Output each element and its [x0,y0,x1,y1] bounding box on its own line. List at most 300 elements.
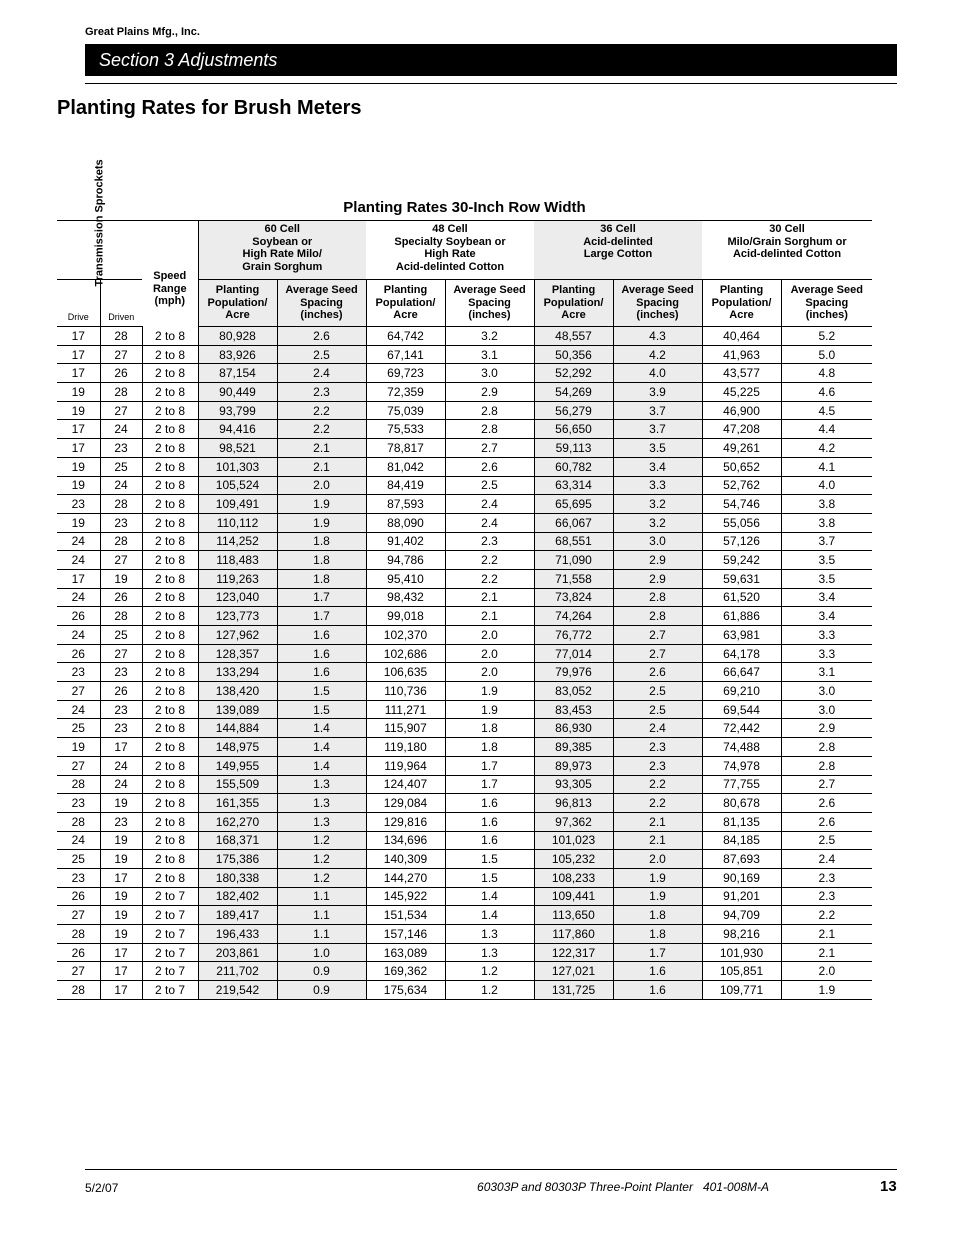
population-48-cell-cell: 129,816 [366,812,445,831]
header-line: Average Seed [621,284,694,297]
population-60-cell-cell: 180,338 [198,868,277,887]
drive-cell: 17 [57,420,100,439]
speed-range-cell: 2 to 8 [142,626,198,645]
spacing-60-cell-cell: 1.1 [277,887,366,906]
spacing-48-cell-cell: 2.3 [445,532,534,551]
spacing-48-cell-cell: 2.0 [445,663,534,682]
header-line: Acre [729,309,754,322]
spacing-36-cell-cell: 3.4 [613,457,702,476]
spacing-60-cell-cell: 1.5 [277,682,366,701]
driven-cell: 25 [100,457,142,476]
speed-range-cell: 2 to 8 [142,831,198,850]
table-row [57,981,872,1000]
population-36-cell-cell: 71,090 [534,551,613,570]
table-row [57,663,872,682]
spacing-48-cell-cell: 2.2 [445,569,534,588]
spacing-30-cell-cell: 4.1 [781,457,872,476]
footer-date: 5/2/07 [85,1181,119,1195]
drive-cell: 27 [57,756,100,775]
spacing-36-cell-cell: 2.7 [613,626,702,645]
population-36-cell-cell: 79,976 [534,663,613,682]
spacing-60-cell-cell: 1.9 [277,495,366,514]
speed-range-cell: 2 to 8 [142,420,198,439]
table-row [57,794,872,813]
population-36-cell-cell: 86,930 [534,719,613,738]
spacing-30-cell-cell: 2.1 [781,943,872,962]
page-title: Planting Rates for Brush Meters [57,97,362,119]
driven-header: Driven [100,280,142,327]
population-60-cell-cell: 148,975 [198,738,277,757]
drive-cell: 23 [57,868,100,887]
spacing-36-cell-cell: 3.3 [613,476,702,495]
spacing-30-cell-cell: 3.7 [781,532,872,551]
table-row [57,962,872,981]
drive-cell: 17 [57,364,100,383]
spacing-48-cell-cell: 1.7 [445,775,534,794]
population-36-cell-cell: 131,725 [534,981,613,1000]
population-36-cell-cell: 89,973 [534,756,613,775]
speed-range-cell: 2 to 7 [142,981,198,1000]
speed-range-cell: 2 to 8 [142,775,198,794]
population-60-cell-cell: 211,702 [198,962,277,981]
spacing-48-cell-cell: 1.6 [445,794,534,813]
drive-cell: 28 [57,925,100,944]
driven-cell: 23 [100,513,142,532]
group-header-row [57,221,872,280]
driven-cell: 27 [100,345,142,364]
spacing-48-cell-cell: 1.3 [445,925,534,944]
population-30-cell-cell: 54,746 [702,495,781,514]
spacing-48-cell-cell: 3.2 [445,327,534,346]
header-line: Planting [383,284,428,297]
population-30-cell-cell: 84,185 [702,831,781,850]
spacing-60-cell-cell: 2.5 [277,345,366,364]
spacing-36-cell-cell: 1.7 [613,943,702,962]
spacing-30-cell-cell: 4.4 [781,420,872,439]
header-line: Acre [225,309,250,322]
table-row [57,532,872,551]
spacing-60-cell-cell: 1.3 [277,794,366,813]
population-30-cell-cell: 66,647 [702,663,781,682]
spacing-60-cell-cell: 2.0 [277,476,366,495]
spacing-30-cell-cell: 2.3 [781,868,872,887]
population-60-cell-cell: 128,357 [198,644,277,663]
population-60-cell-cell: 109,491 [198,495,277,514]
group-line: Specialty Soybean or [394,235,506,248]
spacing-36-cell-cell: 3.0 [613,532,702,551]
table-row [57,943,872,962]
spacing-48-cell-cell: 2.1 [445,607,534,626]
table-row [57,607,872,626]
table-row [57,345,872,364]
table-row [57,700,872,719]
table-row [57,831,872,850]
header-line: Acre [393,309,418,322]
drive-cell: 24 [57,831,100,850]
table-row [57,401,872,420]
population-36-cell-cell: 60,782 [534,457,613,476]
population-48-cell-cell: 87,593 [366,495,445,514]
spacing-30-cell-cell: 3.0 [781,700,872,719]
speed-range-cell: 2 to 8 [142,476,198,495]
table-row [57,383,872,402]
spacing-30-cell-cell: 2.5 [781,831,872,850]
driven-cell: 23 [100,812,142,831]
spacing-60-cell-cell: 1.6 [277,644,366,663]
section-title: Section 3 Adjustments [99,50,278,70]
section-header-bar [85,44,897,76]
table-row [57,906,872,925]
spacing-60-cell-cell: 1.4 [277,756,366,775]
population-48-cell-cell: 75,533 [366,420,445,439]
spacing-60-cell-cell: 2.1 [277,457,366,476]
population-48-cell-cell: 124,407 [366,775,445,794]
drive-cell: 23 [57,794,100,813]
spacing-36-cell-cell: 2.6 [613,663,702,682]
driven-cell: 19 [100,831,142,850]
spacing-30-cell-cell: 3.0 [781,682,872,701]
population-36-cell-cell: 56,279 [534,401,613,420]
population-36-cell-cell: 83,052 [534,682,613,701]
spacing-36-cell-cell: 2.5 [613,700,702,719]
population-48-cell-cell: 129,084 [366,794,445,813]
population-60-cell-cell: 80,928 [198,327,277,346]
spacing-60-cell-cell: 1.3 [277,812,366,831]
header-line: Spacing [300,296,343,309]
drive-cell: 24 [57,588,100,607]
spacing-36-cell-cell: 2.1 [613,812,702,831]
spacing-36-cell-cell: 1.8 [613,906,702,925]
drive-cell: 23 [57,663,100,682]
spacing-30-cell-cell: 2.1 [781,925,872,944]
speed-range-cell: 2 to 8 [142,532,198,551]
population-48-cell-cell: 72,359 [366,383,445,402]
spacing-36-cell-cell: 2.2 [613,794,702,813]
population-48-cell-cell: 169,362 [366,962,445,981]
header-line: Planting [719,284,764,297]
population-48-cell-cell: 84,419 [366,476,445,495]
drive-cell: 19 [57,513,100,532]
population-48-cell-cell: 163,089 [366,943,445,962]
group-line: Acid-delinted Cotton [395,260,505,273]
population-36-cell-cell: 63,314 [534,476,613,495]
population-36-cell-cell: 77,014 [534,644,613,663]
population-48-cell-cell: 94,786 [366,551,445,570]
spacing-36-cell-cell: 4.3 [613,327,702,346]
spacing-36-cell-cell: 4.2 [613,345,702,364]
speed-range-cell: 2 to 7 [142,943,198,962]
population-30-cell-cell: 61,520 [702,588,781,607]
group-line: High Rate Milo/ [242,248,322,260]
population-60-cell-cell: 119,263 [198,569,277,588]
population-header [198,280,277,327]
population-30-cell-cell: 69,210 [702,682,781,701]
population-60-cell-cell: 161,355 [198,794,277,813]
spacing-30-cell-cell: 3.3 [781,626,872,645]
population-30-cell-cell: 105,851 [702,962,781,981]
population-36-cell-cell: 76,772 [534,626,613,645]
table-row [57,457,872,476]
population-60-cell-cell: 90,449 [198,383,277,402]
spacing-36-cell-cell: 2.9 [613,569,702,588]
spacing-48-cell-cell: 1.5 [445,850,534,869]
spacing-30-cell-cell: 4.8 [781,364,872,383]
table-row [57,420,872,439]
spacing-60-cell-cell: 1.6 [277,626,366,645]
population-36-cell-cell: 89,385 [534,738,613,757]
population-48-cell-cell: 115,907 [366,719,445,738]
table-row [57,439,872,458]
spacing-48-cell-cell: 2.0 [445,626,534,645]
spacing-36-cell-cell: 2.8 [613,588,702,607]
spacing-48-cell-cell: 2.0 [445,644,534,663]
population-36-cell-cell: 83,453 [534,700,613,719]
drive-cell: 27 [57,906,100,925]
population-36-cell-cell: 56,650 [534,420,613,439]
population-48-cell-cell: 102,370 [366,626,445,645]
spacing-60-cell-cell: 1.8 [277,532,366,551]
speed-range-cell: 2 to 8 [142,607,198,626]
population-60-cell-cell: 168,371 [198,831,277,850]
driven-cell: 17 [100,738,142,757]
spacing-36-cell-cell: 3.7 [613,401,702,420]
spacing-header [277,280,366,327]
spacing-30-cell-cell: 4.5 [781,401,872,420]
spacing-header [781,280,872,327]
spacing-48-cell-cell: 2.6 [445,457,534,476]
population-48-cell-cell: 119,180 [366,738,445,757]
speed-range-cell: 2 to 8 [142,868,198,887]
speed-range-cell: 2 to 7 [142,906,198,925]
speed-range-cell: 2 to 8 [142,812,198,831]
footer-document-title: 60303P and 80303P Three-Point Planter 401-008M-A [477,1180,769,1194]
spacing-36-cell-cell: 3.7 [613,420,702,439]
speed-range-header [142,221,198,327]
population-60-cell-cell: 189,417 [198,906,277,925]
driven-cell: 23 [100,663,142,682]
population-60-cell-cell: 110,112 [198,513,277,532]
population-36-cell-cell: 108,233 [534,868,613,887]
population-36-cell-cell: 71,558 [534,569,613,588]
drive-cell: 19 [57,738,100,757]
population-60-cell-cell: 144,884 [198,719,277,738]
spacing-48-cell-cell: 2.8 [445,401,534,420]
drive-cell: 28 [57,775,100,794]
table-row [57,364,872,383]
population-30-cell-cell: 80,678 [702,794,781,813]
spacing-36-cell-cell: 1.9 [613,887,702,906]
driven-cell: 25 [100,626,142,645]
population-48-cell-cell: 91,402 [366,532,445,551]
table-row [57,868,872,887]
population-30-cell-cell: 63,981 [702,626,781,645]
group-line: Acid-delinted Cotton [732,248,842,260]
driven-cell: 26 [100,364,142,383]
header-line: (inches) [468,309,511,322]
driven-cell: 19 [100,850,142,869]
drive-cell: 27 [57,682,100,701]
spacing-60-cell-cell: 2.3 [277,383,366,402]
spacing-60-cell-cell: 1.8 [277,551,366,570]
table-body [57,327,872,1000]
population-60-cell-cell: 155,509 [198,775,277,794]
table-row [57,812,872,831]
speed-range-cell: 2 to 7 [142,962,198,981]
group-line: Grain Sorghum [242,260,323,273]
drive-cell: 19 [57,401,100,420]
drive-cell: 25 [57,719,100,738]
population-30-cell-cell: 77,755 [702,775,781,794]
spacing-60-cell-cell: 1.4 [277,738,366,757]
spacing-30-cell-cell: 5.2 [781,327,872,346]
population-30-cell-cell: 109,771 [702,981,781,1000]
spacing-48-cell-cell: 1.4 [445,906,534,925]
group-header-30-cell [702,221,872,280]
spacing-48-cell-cell: 1.5 [445,868,534,887]
header-line: Population/ [375,296,436,309]
population-48-cell-cell: 98,432 [366,588,445,607]
population-30-cell-cell: 52,762 [702,476,781,495]
speed-range-cell: 2 to 8 [142,663,198,682]
population-60-cell-cell: 203,861 [198,943,277,962]
header-line: Average Seed [790,284,863,297]
spacing-36-cell-cell: 2.4 [613,719,702,738]
group-header-48-cell [366,221,534,280]
spacing-48-cell-cell: 2.4 [445,495,534,514]
spacing-48-cell-cell: 2.1 [445,588,534,607]
driven-cell: 28 [100,532,142,551]
population-60-cell-cell: 133,294 [198,663,277,682]
population-36-cell-cell: 109,441 [534,887,613,906]
population-48-cell-cell: 151,534 [366,906,445,925]
speed-range-cell: 2 to 8 [142,738,198,757]
driven-cell: 26 [100,682,142,701]
spacing-30-cell-cell: 2.6 [781,794,872,813]
spacing-60-cell-cell: 1.1 [277,906,366,925]
header-line: Planting [215,284,260,297]
spacing-36-cell-cell: 4.0 [613,364,702,383]
speed-range-cell: 2 to 8 [142,569,198,588]
speed-range-cell: 2 to 8 [142,364,198,383]
spacing-30-cell-cell: 3.8 [781,513,872,532]
population-36-cell-cell: 101,023 [534,831,613,850]
spacing-30-cell-cell: 3.5 [781,551,872,570]
driven-cell: 23 [100,439,142,458]
drive-cell: 25 [57,850,100,869]
group-line: Soybean or [252,235,313,248]
group-header-60-cell [198,221,366,280]
population-48-cell-cell: 75,039 [366,401,445,420]
header-line: Spacing [636,296,679,309]
spacing-36-cell-cell: 2.8 [613,607,702,626]
drive-cell: 17 [57,327,100,346]
population-60-cell-cell: 105,524 [198,476,277,495]
driven-cell: 24 [100,476,142,495]
spacing-30-cell-cell: 2.4 [781,850,872,869]
spacing-30-cell-cell: 2.8 [781,756,872,775]
spacing-36-cell-cell: 3.2 [613,495,702,514]
speed-range-cell: 2 to 8 [142,439,198,458]
header-line: Population/ [207,296,268,309]
group-line: 60 Cell [264,223,300,235]
spacing-30-cell-cell: 3.3 [781,644,872,663]
spacing-30-cell-cell: 2.9 [781,719,872,738]
header-line: (inches) [805,309,848,322]
spacing-60-cell-cell: 1.4 [277,719,366,738]
driven-cell: 23 [100,719,142,738]
spacing-48-cell-cell: 2.5 [445,476,534,495]
population-header [534,280,613,327]
population-60-cell-cell: 83,926 [198,345,277,364]
header-line: Spacing [468,296,511,309]
population-30-cell-cell: 81,135 [702,812,781,831]
table-row [57,738,872,757]
population-60-cell-cell: 175,386 [198,850,277,869]
table-row [57,551,872,570]
population-60-cell-cell: 219,542 [198,981,277,1000]
table-row [57,327,872,346]
group-line: Large Cotton [583,248,653,260]
population-36-cell-cell: 66,067 [534,513,613,532]
population-30-cell-cell: 61,886 [702,607,781,626]
speed-range-cell: 2 to 8 [142,495,198,514]
drive-cell: 26 [57,887,100,906]
driven-cell: 28 [100,607,142,626]
population-36-cell-cell: 73,824 [534,588,613,607]
population-30-cell-cell: 57,126 [702,532,781,551]
header-line: (inches) [300,309,343,322]
population-48-cell-cell: 88,090 [366,513,445,532]
population-60-cell-cell: 139,089 [198,700,277,719]
spacing-60-cell-cell: 2.2 [277,420,366,439]
speed-range-cell: 2 to 8 [142,513,198,532]
header-line: Planting [551,284,596,297]
population-36-cell-cell: 122,317 [534,943,613,962]
population-36-cell-cell: 74,264 [534,607,613,626]
spacing-36-cell-cell: 3.2 [613,513,702,532]
spacing-48-cell-cell: 2.7 [445,439,534,458]
spacing-30-cell-cell: 2.0 [781,962,872,981]
population-48-cell-cell: 99,018 [366,607,445,626]
population-36-cell-cell: 65,695 [534,495,613,514]
drive-cell: 24 [57,700,100,719]
table-row [57,626,872,645]
drive-cell: 26 [57,644,100,663]
drive-cell: 19 [57,383,100,402]
spacing-48-cell-cell: 1.9 [445,682,534,701]
table-row [57,756,872,775]
population-36-cell-cell: 127,021 [534,962,613,981]
speed-range-cell: 2 to 8 [142,644,198,663]
population-header [366,280,445,327]
table-row [57,887,872,906]
spacing-36-cell-cell: 2.1 [613,831,702,850]
spacing-30-cell-cell: 1.9 [781,981,872,1000]
drive-cell: 23 [57,495,100,514]
population-60-cell-cell: 114,252 [198,532,277,551]
population-36-cell-cell: 97,362 [534,812,613,831]
spacing-30-cell-cell: 3.5 [781,569,872,588]
table-row [57,925,872,944]
table-row [57,775,872,794]
population-60-cell-cell: 127,962 [198,626,277,645]
speed-range-cell: 2 to 8 [142,700,198,719]
table-row [57,495,872,514]
spacing-48-cell-cell: 3.1 [445,345,534,364]
table-row [57,644,872,663]
spacing-60-cell-cell: 1.2 [277,850,366,869]
spacing-30-cell-cell: 4.6 [781,383,872,402]
